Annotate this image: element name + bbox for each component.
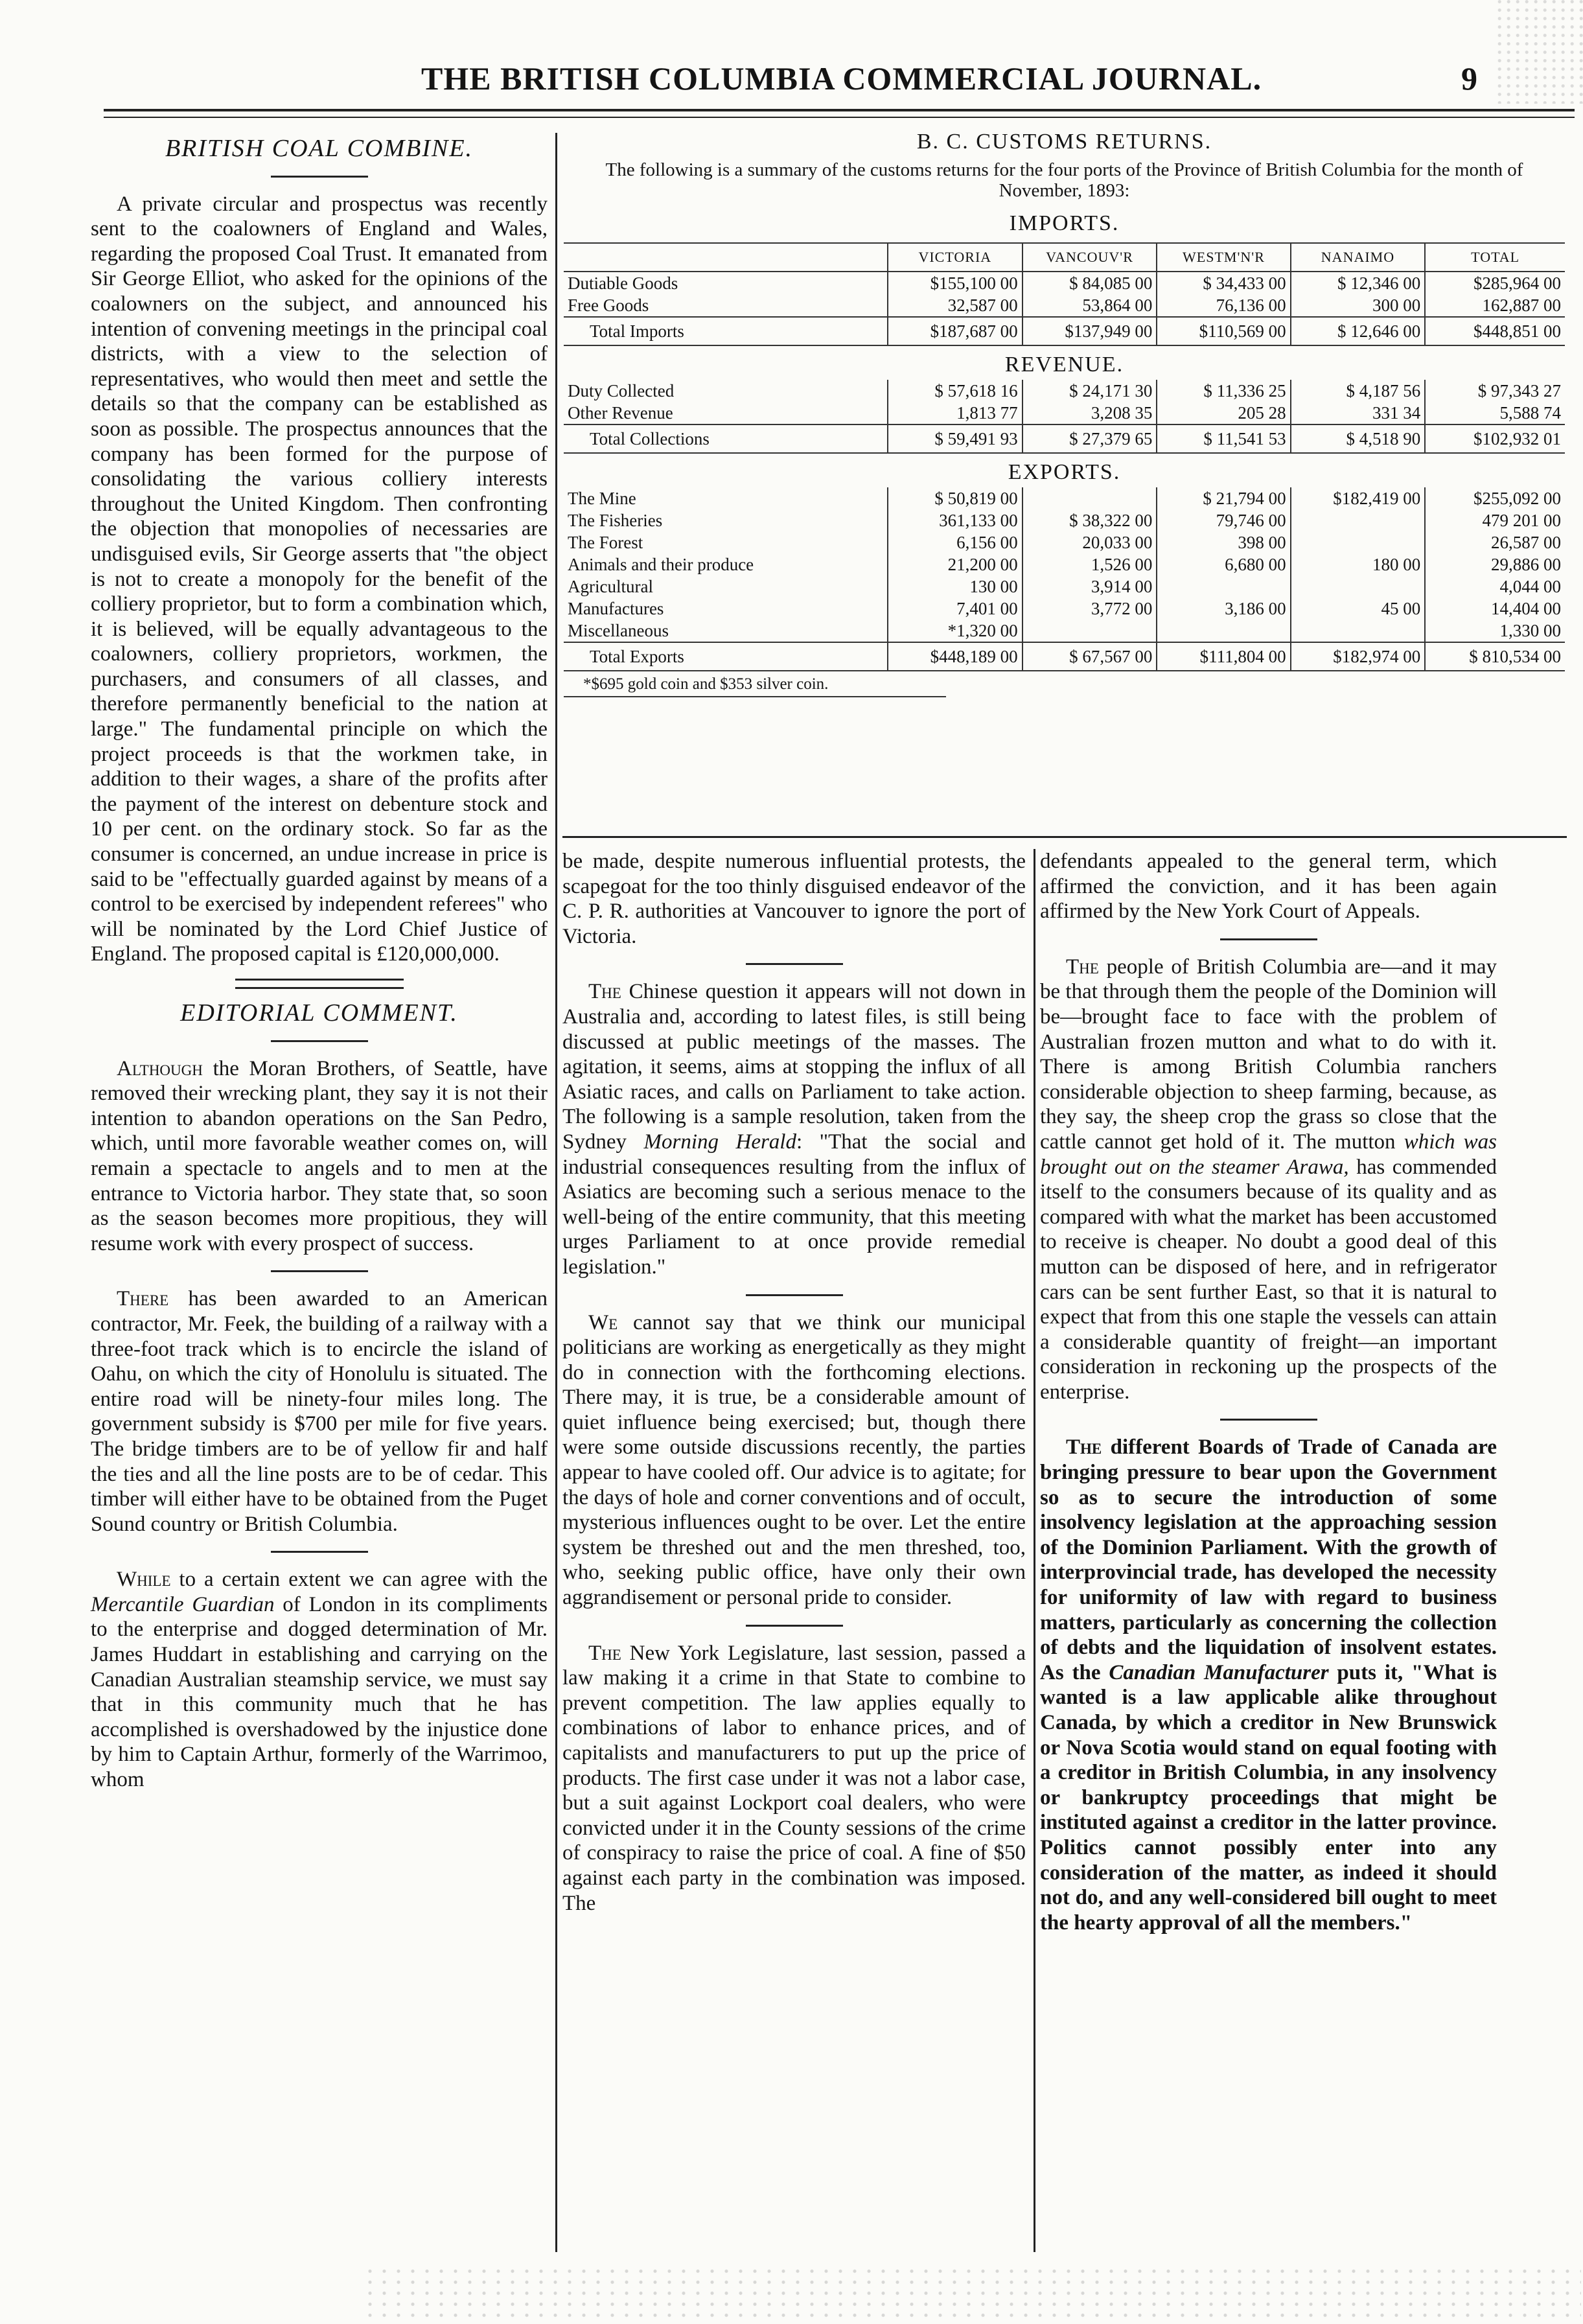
masthead-rule-bottom xyxy=(104,117,1575,118)
page-number: 9 xyxy=(1461,60,1477,97)
table-header-row xyxy=(564,243,1565,272)
separator xyxy=(271,176,368,178)
row-label: The Forest xyxy=(568,533,643,552)
column-1 xyxy=(91,136,548,1793)
table-cell: 6,156 00 xyxy=(888,531,1023,553)
total-row xyxy=(564,424,1565,453)
separator xyxy=(1220,938,1317,940)
table-cell: $ 27,379 65 xyxy=(1023,424,1157,453)
table-cell: 20,033 00 xyxy=(1023,531,1157,553)
frozen-mutton-paragraph xyxy=(1040,955,1497,1405)
customs-intro: The following is a summary of the customs returns for the four ports of the Province of British Columbia for the month of November, 1893: xyxy=(605,159,1523,201)
table-bottom-rule xyxy=(562,836,1567,838)
row-label: Total Collections xyxy=(564,424,888,453)
column-divider-2 xyxy=(1034,849,1035,2252)
paragraph-text: different Boards of Trade of Canada are bringing pressure to bear upon the Government so as to secure the introduction of some insolvency legislation at the approaching session of the Dominion Parliament. With the growth of interprovincial trade, has developed the necessity for uniformity of law with regard to business matters, particularly as concerning the collection of debts and the liquidation of insolvent estates. As the xyxy=(1040,1435,1497,1684)
table-row xyxy=(564,380,1565,402)
revenue-rows xyxy=(564,380,1565,453)
table-cell xyxy=(1291,620,1426,642)
scan-speckle-bottom xyxy=(363,2266,1581,2324)
table-cell: 1,526 00 xyxy=(1023,553,1157,575)
row-label: Total Exports xyxy=(564,642,888,671)
column-header: NANAIMO xyxy=(1291,243,1426,272)
table-cell: 3,772 00 xyxy=(1023,598,1157,620)
table-cell: 1,330 00 xyxy=(1425,620,1565,642)
table-cell: $ 34,433 00 xyxy=(1157,272,1290,294)
table-cell: $ 810,534 00 xyxy=(1425,642,1565,671)
table-cell: 21,200 00 xyxy=(888,553,1023,575)
chinese-question-paragraph xyxy=(562,979,1026,1279)
customs-table xyxy=(564,242,1565,671)
row-label: Other Revenue xyxy=(568,403,673,423)
table-cell: $285,964 00 xyxy=(1425,272,1565,294)
table-cell: $448,851 00 xyxy=(1425,317,1565,345)
table-cell: 1,813 77 xyxy=(888,402,1023,424)
table-cell: 26,587 00 xyxy=(1425,531,1565,553)
moran-brothers-paragraph xyxy=(91,1056,548,1257)
table-cell: 53,864 00 xyxy=(1023,294,1157,317)
table-cell: 14,404 00 xyxy=(1425,598,1565,620)
separator xyxy=(1220,1419,1317,1421)
table-cell: $ 11,541 53 xyxy=(1157,424,1290,453)
column-header: WESTM'N'R xyxy=(1157,243,1290,272)
publication-name: Mercantile Guardian xyxy=(91,1592,275,1616)
paragraph-text: has been awarded to an American contractor, Mr. Feek, the building of a railway with a three-foot track which is to encircle the island of Oahu, on which the city of Honolulu is situated. The entire road will be ninety-four miles long. The government subsidy is $700 per mile for five years. The bridge timbers are to be of yellow fir and half the ties and all the line posts are to be of cedar. This timber will either have to be obtained from the Puget Sound country or British Columbia. xyxy=(91,1287,548,1536)
table-cell: 79,746 00 xyxy=(1157,509,1290,531)
table-cell: 361,133 00 xyxy=(888,509,1023,531)
table-cell: 180 00 xyxy=(1291,553,1426,575)
scan-speckle-top xyxy=(1492,0,1583,104)
row-label: Miscellaneous xyxy=(568,621,669,640)
lead-word: The xyxy=(588,1641,621,1665)
table-cell: $ 57,618 16 xyxy=(888,380,1023,402)
table-cell xyxy=(1023,620,1157,642)
imports-heading: IMPORTS. xyxy=(1009,211,1120,235)
table-cell xyxy=(1291,575,1426,598)
lead-word: There xyxy=(117,1287,169,1311)
column-header: VICTORIA xyxy=(888,243,1023,272)
table-cell: 4,044 00 xyxy=(1425,575,1565,598)
column-2 xyxy=(562,849,1026,1916)
editorial-comment-heading: EDITORIAL COMMENT. xyxy=(180,999,458,1027)
continuation-paragraph: be made, despite numerous influential protests, the scapegoat for the too thinly disguised endeavor of the C. P. R. authorities at Vancouver to ignore the port of Victoria. xyxy=(562,850,1026,948)
exports-heading: EXPORTS. xyxy=(1008,460,1121,484)
masthead-rule-top xyxy=(104,109,1575,111)
table-row xyxy=(564,487,1565,509)
paragraph-text: people of British Columbia are—and it may be that through them the people of the Dominion will be—brought face to face with the problem of Australian frozen mutton and what to do with it. There is among British Columbia ranchers considerable objection to sheep farming, because, as they say, the sheep crop the grass so close that the cattle cannot get hold of it. The mutton xyxy=(1040,955,1497,1154)
paragraph-text: of London in its compliments to the enterprise and dogged determination of Mr. James Huddart in establishing and carrying on the Canadian Australian steamship service, we must say that in this community much that he has accomplished is overshadowed by the injustice done by him to Captain Arthur, formerly of the Warrimoo, whom xyxy=(91,1592,548,1792)
table-row xyxy=(564,575,1565,598)
italic-phrase: which was brought out on the steamer Arawa, xyxy=(1040,1130,1497,1179)
masthead xyxy=(117,60,1477,105)
row-label: Free Goods xyxy=(568,296,649,315)
table-cell: $ 59,491 93 xyxy=(888,424,1023,453)
paragraph-text: has commended itself to the consumers because of its quality and as compared with what the market has been accustomed to receive is cheaper. No doubt a good deal of this mutton can be disposed of here, and in refrigerator cars can be sent further East, so that it is natural to expect that from this one staple the vessels can attain a considerable quantity of freight—an important consideration in reckoning up the prospects of the enterprise. xyxy=(1040,1155,1497,1404)
table-cell: 130 00 xyxy=(888,575,1023,598)
row-label: Agricultural xyxy=(568,577,653,596)
paragraph-text: cannot say that we think our municipal politicians are working as energetically as they might do in connection with the forthcoming elections. There may, it is true, be a considerable amount of quiet influence being exercised; but, though there were some outside discussions recently, the parties appear to have cooled off. Our advice is to agitate; for the days of hole and corner conventions and of occult, mysterious influences ought to be over. Let the entire system be threshed out and the men threshed, too, who, seeking public office, have only their own aggrandisement or personal pride to consider. xyxy=(562,1310,1026,1610)
table-cell: $ 38,322 00 xyxy=(1023,509,1157,531)
table-cell: 45 00 xyxy=(1291,598,1426,620)
new-york-legislature-paragraph xyxy=(562,1641,1026,1916)
table-cell: *1,320 00 xyxy=(888,620,1023,642)
table-cell: 32,587 00 xyxy=(888,294,1023,317)
table-row xyxy=(564,272,1565,294)
huddart-paragraph xyxy=(91,1567,548,1792)
table-cell: 300 00 xyxy=(1291,294,1426,317)
paragraph-text: to a certain extent we can agree with the xyxy=(179,1568,548,1592)
row-label: The Mine xyxy=(568,489,636,508)
table-cell xyxy=(1157,620,1290,642)
coal-combine-heading: BRITISH COAL COMBINE. xyxy=(165,135,474,162)
separator xyxy=(271,1040,368,1042)
total-row xyxy=(564,642,1565,671)
table-cell: $ 21,794 00 xyxy=(1157,487,1290,509)
paragraph-text: New York Legislature, last session, passed a law making it a crime in that State to combine to prevent competition. The law applies equally to combinations of labor to enhance prices, and of capitalists and manufacturers to put up the price of products. The first case under it was not a labor case, but a suit against Lockport coal dealers, who were convicted under it in the County sessions of the crime of conspiracy to raise the price of coal. A fine of $50 against each party in the combination was imposed. The xyxy=(562,1641,1026,1915)
table-cell: $ 24,171 30 xyxy=(1023,380,1157,402)
column-header: TOTAL xyxy=(1425,243,1565,272)
lead-word: The xyxy=(1066,1435,1102,1459)
coal-combine-article: A private circular and prospectus was recently sent to the coalowners of England and Wales, regarding the proposed Coal Trust. It emanated from Sir George Elliot, who asked for the opinions of the coalowners on the subject, and announced his intention of convening meetings in the principal coal districts, with a view to the selection of representatives, who would then meet and settle the details so that the company can be established as soon as possible. The prospectus announces that the company has been formed for the purpose of consolidating the various colliery interests throughout the United Kingdom. Then confronting the objection that monopolies of necessaries are undisguised evils, Sir George asserts that "the object is not to create a monopoly for the benefit of the colliery proprietor, but to form a combination which, it is believed, will be equally advantageous to the coalowners, colliery proprietors, workmen, the purchasers, and consumers of all classes, and therefore permanently beneficial to the nation at large." The fundamental principle on which the project proceeds is that the workmen take, in addition to their wages, a share of the profits after the payment of the interest on debenture stock and 10 per cent. on the ordinary stock. So far as the consumer is concerned, an undue increase in price is said to be "effectually guarded against by means of a control to be exercised by independent referees" who will be nominated by the Lord Chief Justice of England. The proposed capital is £120,000,000. xyxy=(91,192,548,966)
table-cell: 76,136 00 xyxy=(1157,294,1290,317)
table-cell: $ 50,819 00 xyxy=(888,487,1023,509)
municipal-politicians-paragraph xyxy=(562,1310,1026,1610)
column-3 xyxy=(1040,849,1497,1935)
double-separator xyxy=(235,979,404,989)
table-cell: $448,189 00 xyxy=(888,642,1023,671)
table-cell: $ 11,336 25 xyxy=(1157,380,1290,402)
total-row xyxy=(564,317,1565,345)
boards-of-trade-paragraph xyxy=(1040,1435,1497,1935)
table-cell: $187,687 00 xyxy=(888,317,1023,345)
table-cell: $ 4,518 90 xyxy=(1291,424,1426,453)
publication-name: Morning Herald xyxy=(643,1130,796,1154)
table-cell xyxy=(1023,487,1157,509)
table-cell: $111,804 00 xyxy=(1157,642,1290,671)
table-cell xyxy=(1157,575,1290,598)
table-cell: 3,186 00 xyxy=(1157,598,1290,620)
paragraph-text: : "That the social and industrial consequences resulting from the influx of Asiatics are becoming such a serious menace to the well-being of the entire community, that this meeting urges Parliament to at once provide remedial legislation." xyxy=(562,1130,1026,1279)
column-header-label xyxy=(564,243,888,272)
row-label: Total Imports xyxy=(564,317,888,345)
table-row xyxy=(564,531,1565,553)
table-cell: 331 34 xyxy=(1291,402,1426,424)
table-cell: $102,932 01 xyxy=(1425,424,1565,453)
row-label: Dutiable Goods xyxy=(568,273,678,293)
table-cell: 7,401 00 xyxy=(888,598,1023,620)
table-row xyxy=(564,553,1565,575)
journal-title: THE BRITISH COLUMBIA COMMERCIAL JOURNAL. xyxy=(421,60,1262,97)
table-cell: 3,208 35 xyxy=(1023,402,1157,424)
lead-word: The xyxy=(1066,955,1099,979)
exports-footnote: *$695 gold coin and $353 silver coin. xyxy=(564,675,946,697)
table-row xyxy=(564,598,1565,620)
lead-word: Although xyxy=(117,1056,203,1080)
table-cell: $ 67,567 00 xyxy=(1023,642,1157,671)
column-divider-1 xyxy=(555,133,557,2252)
table-cell: $155,100 00 xyxy=(888,272,1023,294)
table-cell: $ 12,346 00 xyxy=(1291,272,1426,294)
table-cell xyxy=(1291,509,1426,531)
imports-rows xyxy=(564,272,1565,345)
table-cell: $255,092 00 xyxy=(1425,487,1565,509)
table-row xyxy=(564,509,1565,531)
table-cell: 398 00 xyxy=(1157,531,1290,553)
table-cell: $ 97,343 27 xyxy=(1425,380,1565,402)
table-cell: 162,887 00 xyxy=(1425,294,1565,317)
table-cell: $182,974 00 xyxy=(1291,642,1426,671)
table-row xyxy=(564,402,1565,424)
table-cell: 205 28 xyxy=(1157,402,1290,424)
table-cell: $ 4,187 56 xyxy=(1291,380,1426,402)
table-row xyxy=(564,620,1565,642)
table-cell: 29,886 00 xyxy=(1425,553,1565,575)
table-cell: 5,588 74 xyxy=(1425,402,1565,424)
exports-rows xyxy=(564,487,1565,671)
publication-name: Canadian Manufacturer xyxy=(1109,1660,1329,1684)
table-cell: 479 201 00 xyxy=(1425,509,1565,531)
row-label: The Fisheries xyxy=(568,511,663,530)
table-cell: 6,680 00 xyxy=(1157,553,1290,575)
customs-title: B. C. CUSTOMS RETURNS. xyxy=(916,130,1212,154)
row-label: Duty Collected xyxy=(568,381,675,401)
paragraph-text: the Moran Brothers, of Seattle, have removed their wrecking plant, they say it is not their intention to abandon operations on the San Pedro, which, until more favorable weather comes on, will remain a spectacle to angels and to men at the entrance to Victoria harbor. They state that, so soon as the season becomes more propitious, they will resume work with every prospect of success. xyxy=(91,1056,548,1255)
table-cell xyxy=(1291,531,1426,553)
separator xyxy=(746,1294,843,1296)
lead-word: We xyxy=(588,1310,618,1334)
separator xyxy=(271,1270,368,1272)
lead-word: The xyxy=(588,980,621,1004)
customs-returns xyxy=(564,130,1565,697)
paragraph-text: Chinese question it appears will not down in Australia and, according to latest files, is still being discussed at public meetings of the masses. The agitation, it seems, aims at stopping the influx of all Asiatic races, and calls on Parliament to take action. The following is a sample resolution, taken from the Sydney xyxy=(562,980,1026,1154)
table-cell: $137,949 00 xyxy=(1023,317,1157,345)
table-row xyxy=(564,294,1565,317)
lead-word: While xyxy=(117,1568,171,1592)
table-cell: $110,569 00 xyxy=(1157,317,1290,345)
row-label: Animals and their produce xyxy=(568,555,754,574)
table-cell: $ 12,646 00 xyxy=(1291,317,1426,345)
table-cell: $ 84,085 00 xyxy=(1023,272,1157,294)
column-header: VANCOUV'R xyxy=(1023,243,1157,272)
oahu-railway-paragraph xyxy=(91,1286,548,1537)
separator xyxy=(746,1625,843,1627)
paragraph-text: puts it, "What is wanted is a law applicable alike throughout Canada, by which a creditor in New Brunswick or Nova Scotia would stand on equal footing with a creditor in British Columbia, in any insolvency or bankruptcy proceedings that might be instituted against a creditor in the latter province. Politics cannot possibly enter into any consideration of the matter, as indeed it should not do, and any well-considered bill ought to meet the hearty approval of all the members." xyxy=(1040,1660,1497,1935)
revenue-heading: REVENUE. xyxy=(1004,353,1124,377)
row-label: Manufactures xyxy=(568,599,664,618)
continuation-paragraph: defendants appealed to the general term, which affirmed the conviction, and it has been again affirmed by the New York Court of Appeals. xyxy=(1040,850,1497,924)
table-cell: $182,419 00 xyxy=(1291,487,1426,509)
separator xyxy=(746,963,843,965)
separator xyxy=(271,1551,368,1553)
table-cell: 3,914 00 xyxy=(1023,575,1157,598)
